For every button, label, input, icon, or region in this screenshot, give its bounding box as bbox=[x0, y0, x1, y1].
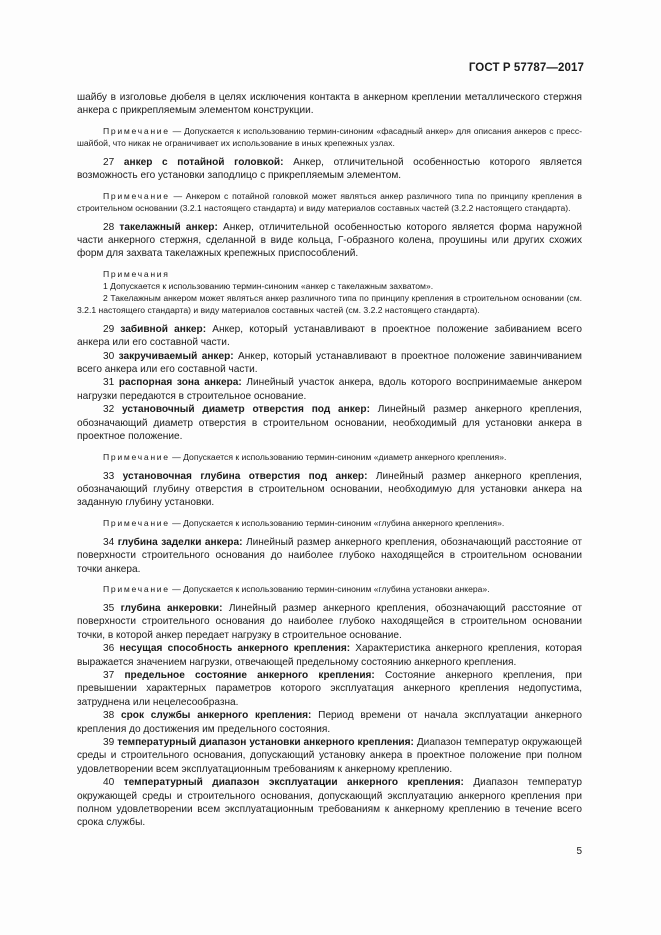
term-number: 36 bbox=[103, 643, 120, 655]
note bbox=[77, 125, 582, 149]
note bbox=[77, 517, 582, 529]
term-name: забивной анкер: bbox=[120, 323, 207, 335]
term-number: 38 bbox=[103, 710, 122, 722]
term-name: глубина заделки анкера: bbox=[117, 536, 243, 548]
term-name: закручиваемый анкер: bbox=[118, 350, 234, 362]
document-body bbox=[77, 91, 582, 830]
term-definition: Линейный участок анкера, вдоль которого воспринимаемые анкером нагрузки передаются в строительное основание. bbox=[77, 377, 582, 402]
term-paragraph bbox=[77, 669, 582, 709]
term-number: 35 bbox=[103, 602, 121, 614]
page-number: 5 bbox=[576, 846, 582, 857]
term-definition: шайбу в изголовье дюбеля в целях исключения контакта в анкерном креплении металлического стержня анкера с прикрепляемым элементом конструкции. bbox=[77, 92, 582, 117]
block-gap bbox=[77, 118, 582, 125]
term-name: срок службы анкерного крепления: bbox=[121, 710, 312, 722]
term-definition: Диапазон температур окружающей среды и строительного основания, допускающий установку анкера в проектное положение при полном удовлетворении всем эксплуатационным требованиям к анкерному креплению. bbox=[77, 737, 582, 775]
note-label: Примечания bbox=[103, 268, 170, 279]
term-number: 28 bbox=[103, 221, 120, 233]
term-name: анкер с потайной головкой: bbox=[123, 156, 284, 168]
note bbox=[77, 292, 582, 316]
note-text: 1 Допускается к использованию термин-синоним «анкер с такелажным захватом». bbox=[103, 280, 434, 291]
block-gap bbox=[77, 261, 582, 268]
term-number: 39 bbox=[103, 737, 118, 748]
note-text: — Допускается к использованию термин-синоним «фасадный анкер» для описания анкеров с пресс-шайбой, что никак не ограничивает их использование в иных крепежных узлах. bbox=[77, 125, 582, 148]
term-definition: Анкер, который устанавливают в проектное положение забиванием всего анкера или его составной части. bbox=[77, 323, 582, 349]
term-definition: Анкер, который устанавливают в проектное положение завинчиванием всего анкера или его составной части. bbox=[77, 350, 582, 376]
term-paragraph bbox=[77, 642, 582, 669]
note-label: Примечание bbox=[103, 517, 170, 528]
note bbox=[77, 268, 582, 280]
note-text: — Анкером с потайной головкой может являться анкер различного типа по принципу крепления в строительном основании (3.2.1 настоящего стандарта) и виду материалов составных частей (3.2.2 настоящего стандарта). bbox=[77, 190, 582, 213]
term-paragraph bbox=[77, 403, 582, 443]
term-number: 31 bbox=[103, 377, 119, 389]
term-paragraph bbox=[77, 776, 582, 830]
term-name: температурный диапазон установки анкерного крепления: bbox=[117, 737, 414, 748]
term-name: установочная глубина отверстия под анкер: bbox=[122, 470, 368, 482]
term-definition: Линейный размер анкерного крепления, обозначающий глубину отверстия в строительном основании, необходимую для установки анкера на заданную глубину установки. bbox=[77, 470, 582, 509]
note-label: Примечание bbox=[103, 583, 170, 594]
term-name: глубина анкеровки: bbox=[120, 602, 223, 614]
note-label: Примечание bbox=[103, 190, 170, 201]
term-definition: Анкер, отличительной особенностью которого является возможность его установки заподлицо с прикрепляемым элементом. bbox=[77, 156, 582, 182]
term-number: 40 bbox=[103, 777, 124, 789]
note-text: — Допускается к использованию термин-синоним «диаметр анкерного крепления». bbox=[169, 451, 507, 462]
note-label: Примечание bbox=[103, 451, 170, 462]
term-name: предельное состояние анкерного крепления: bbox=[124, 669, 375, 681]
term-number: 30 bbox=[103, 350, 119, 362]
term-definition: Линейный размер анкерного крепления, обозначающий диаметр отверстия в строительном основании, необходимый для установки анкера в проектное положение. bbox=[77, 404, 582, 443]
note bbox=[77, 451, 582, 463]
note bbox=[77, 190, 582, 214]
term-paragraph bbox=[77, 376, 582, 403]
block-gap bbox=[77, 529, 582, 536]
term-definition: Анкер, отличительной особенностью которого является форма наружной части анкерного стержня, сделанной в виде кольца, Г-образного колена, проушины или других схожих форм для захвата такелажных крепежных приспособлений. bbox=[77, 221, 582, 260]
term-paragraph bbox=[77, 221, 582, 261]
block-gap bbox=[77, 595, 582, 602]
term-number: 32 bbox=[103, 404, 123, 416]
block-gap bbox=[77, 463, 582, 470]
note-text: — Допускается к использованию термин-синоним «глубина анкерного крепления». bbox=[169, 517, 505, 528]
term-paragraph bbox=[77, 156, 582, 183]
block-gap bbox=[77, 149, 582, 156]
note-text: 2 Такелажным анкером может являться анкер различного типа по принципу крепления в строительном основании (см. 3.2.1 настоящего стандарта) и виду материалов составных частей (см. 3.2.2 настоящего стандарта). bbox=[77, 292, 582, 315]
term-name: распорная зона анкера: bbox=[118, 377, 242, 389]
block-gap bbox=[77, 214, 582, 221]
standard-header: ГОСТ Р 57787—2017 bbox=[468, 62, 584, 74]
term-paragraph bbox=[77, 470, 582, 510]
term-name: температурный диапазон эксплуатации анкерного крепления: bbox=[123, 777, 464, 789]
term-number: 27 bbox=[103, 156, 124, 168]
note-text: — Допускается к использованию термин-синоним «глубина установки анкера». bbox=[169, 583, 490, 594]
note bbox=[77, 583, 582, 595]
term-paragraph bbox=[77, 602, 582, 642]
term-number: 29 bbox=[103, 323, 121, 335]
block-gap bbox=[77, 316, 582, 323]
block-gap bbox=[77, 183, 582, 190]
term-paragraph bbox=[77, 536, 582, 576]
block-gap bbox=[77, 510, 582, 517]
term-definition: Характеристика анкерного крепления, которая выражается значением нагрузки, отвечающей предельному состоянию анкерного крепления. bbox=[77, 643, 582, 668]
term-definition: Линейный размер анкерного крепления, обозначающий расстояние от поверхности строительного основания до наиболее глубоко находящейся в строительном основании точки, в которой анкер передает нагрузку в строительное основание. bbox=[77, 602, 582, 641]
term-definition: Диапазон температур окружающей среды и строительного основания, допускающий эксплуатацию анкерного крепления при полном удовлетворении всем эксплуатационным требованиям к анкерному креплению в течение всего срока службы. bbox=[77, 777, 582, 829]
term-paragraph bbox=[77, 709, 582, 736]
term-paragraph bbox=[77, 91, 582, 118]
term-number: 34 bbox=[103, 536, 118, 548]
term-number: 33 bbox=[103, 470, 123, 482]
term-definition: Период времени от начала эксплуатации анкерного крепления до достижения им предельного состояния. bbox=[77, 710, 582, 735]
term-paragraph bbox=[77, 736, 582, 776]
term-paragraph bbox=[77, 323, 582, 350]
note bbox=[77, 280, 582, 292]
term-definition: Линейный размер анкерного крепления, обозначающий расстояние от поверхности строительного основания до наиболее глубоко находящейся в строительном основании точки анкера. bbox=[77, 536, 582, 575]
term-definition: Состояние анкерного крепления, при превышении характерных параметров которого эксплуатация анкерного крепления недопустима, затруднена или нецелесообразна. bbox=[77, 669, 582, 708]
term-name: установочный диаметр отверстия под анкер: bbox=[122, 404, 370, 416]
block-gap bbox=[77, 444, 582, 451]
term-number: 37 bbox=[103, 669, 125, 681]
term-paragraph bbox=[77, 350, 582, 377]
term-name: несущая способность анкерного крепления: bbox=[119, 643, 351, 655]
block-gap bbox=[77, 576, 582, 583]
term-name: такелажный анкер: bbox=[119, 221, 218, 233]
note-label: Примечание bbox=[103, 125, 170, 136]
